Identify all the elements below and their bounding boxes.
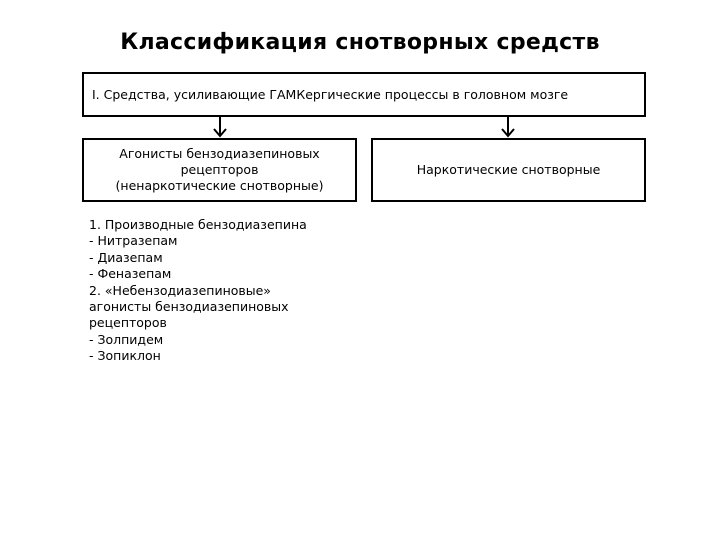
group2-title-line2: агонисты бензодиазепиновых <box>89 299 289 315</box>
group2-title-line1: 2. «Небензодиазепиновые» <box>89 282 271 298</box>
group1-title: 1. Производные бензодиазепина <box>89 217 307 232</box>
list-item: - Диазепам <box>89 249 163 265</box>
drug-list <box>89 217 359 365</box>
agonists-label-line1: Агонисты бензодиазепиновых <box>119 146 320 161</box>
list-item: - Нитразепам <box>89 233 178 249</box>
top-category-label: I. Средства, усиливающие ГАМКергические процессы в головном мозге <box>92 86 569 102</box>
diagram-title: Классификация снотворных средств <box>120 30 600 55</box>
agonists-label-line2: рецепторов <box>180 162 259 177</box>
list-item: - Феназепам <box>89 266 172 282</box>
narcotic-hypnotics-label: Наркотические снотворные <box>416 162 601 177</box>
group2-title-line3: рецепторов <box>89 315 167 331</box>
agonists-label-line3: (ненаркотические снотворные) <box>115 178 324 193</box>
agonists-box <box>82 138 357 202</box>
list-item: - Зопиклон <box>89 348 161 364</box>
list-item: - Золпидем <box>89 331 164 347</box>
narcotic-hypnotics-box <box>371 138 646 202</box>
